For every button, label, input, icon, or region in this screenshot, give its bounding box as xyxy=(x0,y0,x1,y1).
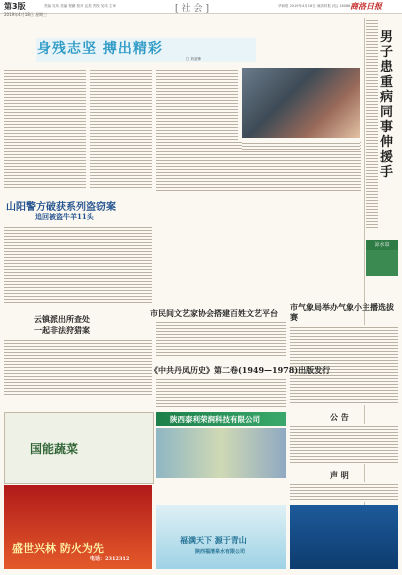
section-title: [社会] xyxy=(175,4,213,14)
main-article-author: □ 刘亚锋 xyxy=(186,57,201,61)
fire-article-subtitle: 一起非法狩猎案 xyxy=(34,325,90,335)
left-top-ad xyxy=(4,412,154,484)
main-article-title: 身残志坚 搏出精彩 xyxy=(37,41,163,57)
water-ad-slogan: 福满天下 源于青山 xyxy=(180,535,247,545)
history-article-title: 《中共丹凤历史》第二卷(1949—1978)出版发行 xyxy=(150,365,331,375)
sidebar-badge: 凉水泉 xyxy=(366,240,398,250)
main-article-body-col2 xyxy=(90,68,152,188)
history-article-body xyxy=(156,377,286,409)
notice-body xyxy=(290,424,398,464)
folk-article-body xyxy=(156,320,286,358)
sidebar-article-body xyxy=(366,18,378,228)
left-bottom-ad-slogan: 盛世兴林 防火为先 xyxy=(12,542,104,555)
main-photo-caption xyxy=(242,141,360,151)
paper-info: 华商报 2019年4月18日 商洛时报 (电) 18086 xyxy=(278,4,351,8)
theft-article-body xyxy=(4,225,152,303)
left-bottom-ad-phone: 电话：2312312 xyxy=(90,556,130,562)
fire-article-title: 云镇派出所查处 xyxy=(34,314,90,324)
water-ad-company: 陕西福清泉水有限公司 xyxy=(195,549,246,555)
page-number: 第3版 xyxy=(4,2,26,11)
fire-article-body xyxy=(4,338,152,396)
company-banner-text: 陕西泰利荣润科技有限公司 xyxy=(170,415,260,424)
right-bottom-ad xyxy=(290,505,398,569)
theft-article-title: 山阳警方破获系列盗窃案 xyxy=(6,202,116,213)
theft-article-subtitle: 追回被盗牛羊11头 xyxy=(35,212,94,221)
editor-credits: 责编 吴玮 美编 程鹏 校对 孟美 责校 吴玮 主审 xyxy=(44,4,116,8)
folk-article-title: 市民间文艺家协会搭建百姓文艺平台 xyxy=(150,308,278,318)
notice-title: 公 告 xyxy=(330,412,349,422)
left-top-ad-text: 国能蔬菜 xyxy=(30,442,79,456)
sidebar-article-title: 男子患重病 同事伸援手 xyxy=(380,30,394,180)
weather-article-title: 市气象局举办气象小主播选拔赛 xyxy=(290,302,394,322)
left-bottom-ad xyxy=(4,485,152,569)
statement-title: 声 明 xyxy=(330,470,349,480)
company-ad-photos xyxy=(156,428,286,478)
newspaper-logo: 商洛日报 xyxy=(350,1,382,11)
main-article-photo xyxy=(242,68,360,138)
issue-date: 2019年4月18日 星期三 xyxy=(4,12,48,17)
statement-body xyxy=(290,482,398,502)
main-article-body xyxy=(4,68,86,188)
